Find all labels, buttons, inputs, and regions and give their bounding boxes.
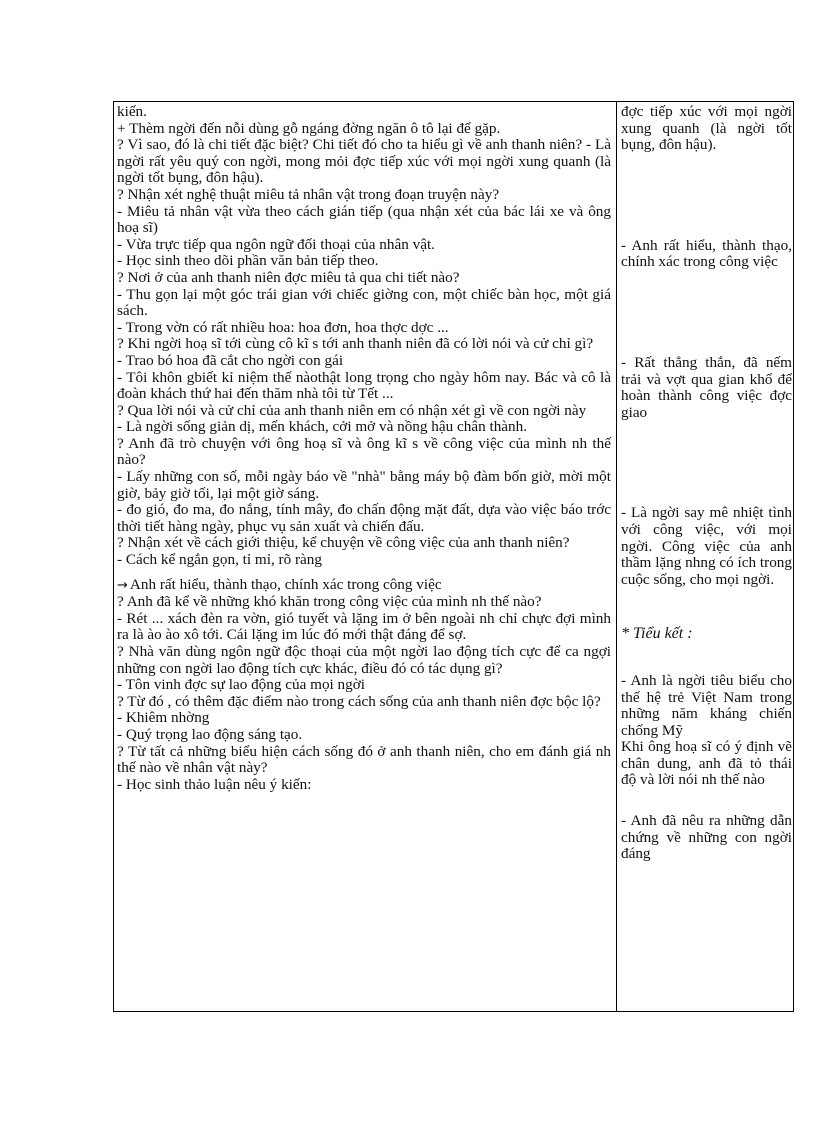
text-line: ? Anh đã kể về những khó khăn trong công việc của mình nh thế nào? bbox=[117, 593, 542, 611]
text-line: ? Từ tất cả những biểu hiện cách sống đó ở anh thanh niên, cho em đánh giá nh thế nào về nhân vật này? bbox=[117, 742, 611, 777]
note-block: - Anh đã nêu ra những dẫn chứng về những con ngời đáng bbox=[621, 812, 792, 863]
text-line: + Thèm ngời đến nỗi dùng gỗ ngáng đờng ngăn ô tô lại để gặp. bbox=[117, 119, 501, 137]
text-line: kiến. bbox=[117, 103, 147, 120]
text-line: - Vừa trực tiếp qua ngôn ngữ đối thoại của nhân vật. bbox=[117, 235, 435, 253]
conclusion-line bbox=[117, 577, 611, 595]
text-line: ? Anh đã trò chuyện với ông hoạ sĩ và ông kĩ s về công việc của mình nh thế nào? bbox=[117, 434, 611, 469]
text-line: - Khiêm nhờng bbox=[117, 709, 210, 727]
note-block: - Là ngời say mê nhiệt tình với công việc, với mọi ngời. Công việc của anh thầm lặng nhng có ích trong cuộc sống, cho mọi ngời. bbox=[621, 504, 792, 588]
note-block: - Anh là ngời tiêu biểu cho thế hệ trẻ Việt Nam trong những năm kháng chiến chống Mỹ bbox=[621, 671, 792, 739]
text-line: - Trong vờn có rất nhiều hoa: hoa đơn, hoa thợc dợc ... bbox=[117, 318, 449, 336]
column-divider bbox=[616, 102, 617, 1011]
note-block: đợc tiếp xúc với mọi ngời xung quanh (là ngời tốt bụng, đôn hậu). bbox=[621, 103, 792, 154]
note-block: - Anh rất hiểu, thành thạo, chính xác trong công việc bbox=[621, 236, 792, 271]
note-block: Khi ông hoạ sĩ có ý định vẽ chân dung, anh đã tỏ thái độ và lời nói nh thế nào bbox=[621, 738, 792, 789]
text-line: - Quý trọng lao động sáng tạo. bbox=[117, 725, 303, 743]
note-block: - Rất thẳng thắn, đã nếm trải và vợt qua gian khổ để hoàn thành công việc đợc giao bbox=[621, 353, 792, 421]
text-line: - Cách kể ngắn gọn, tỉ mỉ, rõ ràng bbox=[117, 551, 322, 569]
text-line: ? Nơi ở của anh thanh niên đợc miêu tả qua chi tiết nào? bbox=[117, 268, 460, 286]
text-line: - Thu gọn lại một góc trái gian với chiếc giờng con, một chiếc bàn học, một giá sách. bbox=[117, 285, 611, 320]
left-column bbox=[117, 104, 611, 793]
text-line: - Miêu tả nhân vật vừa theo cách gián tiếp (qua nhận xét của bác lái xe và ông hoạ sĩ) bbox=[117, 202, 611, 237]
text-line: - Tôi khôn gbiết kỉ niệm thế nàothật long trọng cho ngày hôm nay. Bác và cô là đoàn khách thứ hai đến thăm nhà tôi từ Tết ... bbox=[117, 368, 611, 403]
text-line: ? Nhận xét về cách giới thiệu, kể chuyện về công việc của anh thanh niên? bbox=[117, 534, 570, 552]
text-line: ? Khi ngời hoạ sĩ tới cùng cô kĩ s tới anh thanh niên đã có lời nói và cử chỉ gì? bbox=[117, 335, 594, 353]
document-table bbox=[113, 101, 794, 1012]
text-line: - Rét ... xách đèn ra vờn, gió tuyết và lặng im ở bên ngoài nh chỉ chực đợi mình ra là ào ào xô tới. Cái lặng im lúc đó mới thật đáng để sợ. bbox=[117, 609, 611, 644]
text-line: ? Qua lời nói và cử chỉ của anh thanh niên em có nhận xét gì về con ngời này bbox=[117, 401, 587, 419]
arrow-right-icon: → bbox=[117, 577, 128, 593]
text-line: ? Vì sao, đó là chi tiết đặc biệt? Chi tiết đó cho ta hiểu gì về anh thanh niên? - Là ngời rất yêu quý con ngời, mong mỏi đợc tiếp xúc với mọi ngời xung quanh (là ngời tốt bụng, đôn hậu). bbox=[117, 136, 611, 187]
conclusion-text: Anh rất hiểu, thành thạo, chính xác trong công việc bbox=[129, 575, 442, 593]
text-line: ? Nhận xét nghệ thuật miêu tả nhân vật trong đoạn truyện này? bbox=[117, 185, 500, 203]
text-line: - Lấy những con số, mỗi ngày báo về "nhà" bằng máy bộ đàm bốn giờ, mời một giờ, bảy giờ tối, lại một giờ sáng. bbox=[117, 468, 611, 502]
text-line: - Trao bó hoa đã cắt cho ngời con gái bbox=[117, 351, 344, 369]
text-line: - Học sinh theo dõi phần văn bản tiếp theo. bbox=[117, 252, 379, 270]
text-line: - Tôn vinh đợc sự lao động của mọi ngời bbox=[117, 676, 365, 694]
right-column bbox=[621, 104, 792, 863]
text-line: ? Nhà văn dùng ngôn ngữ độc thoại của một ngời lao động tích cực để ca ngợi những con ngời lao động tích cực khác, điều đó có tác dụng gì? bbox=[117, 643, 611, 677]
text-line: - đo gió, đo ma, đo nắng, tính mây, đo chấn động mặt đất, dựa vào việc báo trớc thời tiết hàng ngày, phục vụ sản xuất và chiến đấu. bbox=[117, 501, 611, 535]
text-line: - Học sinh thảo luận nêu ý kiến: bbox=[117, 775, 312, 793]
text-line: - Là ngời sống giản dị, mến khách, cởi mở và nồng hậu chân thành. bbox=[117, 418, 528, 436]
text-line: ? Từ đó , có thêm đặc điểm nào trong cách sống của anh thanh niên đợc bộc lộ? bbox=[117, 692, 601, 710]
summary-heading: * Tiểu kết : bbox=[621, 625, 693, 643]
